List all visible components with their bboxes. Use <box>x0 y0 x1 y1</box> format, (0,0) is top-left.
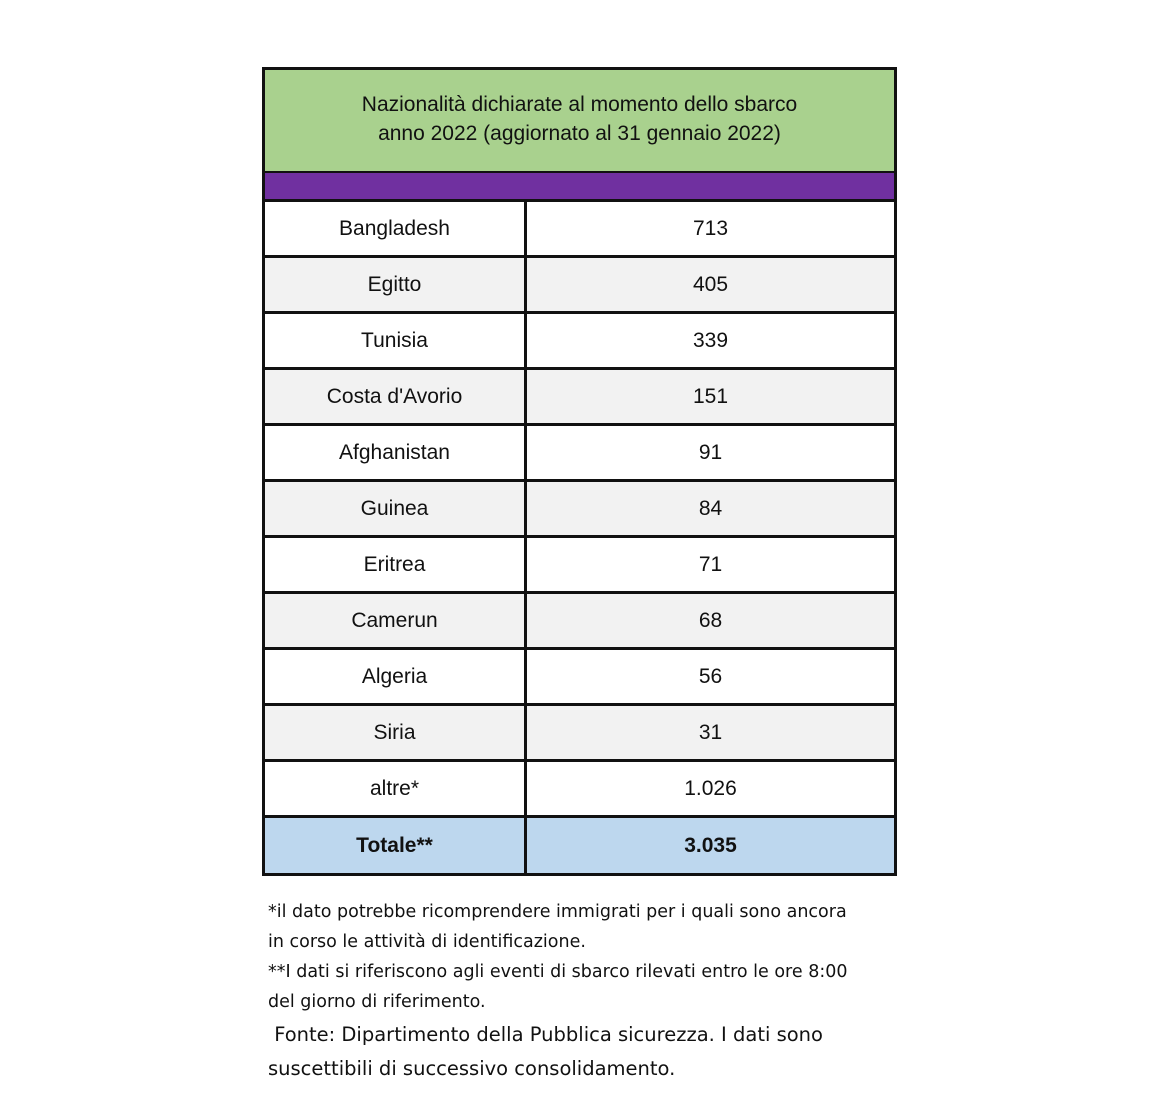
country-cell: Camerun <box>265 594 527 647</box>
value-cell: 71 <box>698 552 723 576</box>
table-row <box>265 650 894 706</box>
footnote-2-line2: del giorno di riferimento. <box>268 992 486 1012</box>
table-row <box>265 538 894 594</box>
value-cell: 1.026 <box>684 776 737 800</box>
value-cell: 713 <box>692 216 729 240</box>
footnote-1-line1: *il dato potrebbe ricomprendere immigrati per i quali sono ancora <box>268 902 847 922</box>
value-cell: 151 <box>692 384 729 408</box>
table-row <box>265 706 894 762</box>
country-cell: Siria <box>265 706 527 759</box>
total-label: Totale** <box>265 818 527 873</box>
country-cell: Tunisia <box>265 314 527 367</box>
country-cell: Algeria <box>265 650 527 703</box>
source-line1: Fonte: Dipartimento della Pubblica sicurezza. I dati sono <box>268 1023 823 1046</box>
table-row <box>265 594 894 650</box>
value-cell: 91 <box>698 440 723 464</box>
country-cell: Bangladesh <box>265 202 527 255</box>
header-divider-bar <box>265 171 894 202</box>
total-row <box>265 818 894 873</box>
source-line2: suscettibili di successivo consolidamento. <box>268 1057 676 1080</box>
country-cell: Egitto <box>265 258 527 311</box>
value-cell: 31 <box>698 720 723 744</box>
footnote-2-line1: **I dati si riferiscono agli eventi di sbarco rilevati entro le ore 8:00 <box>268 962 848 982</box>
country-cell: altre* <box>265 762 527 815</box>
value-cell: 68 <box>698 608 723 632</box>
table-row <box>265 202 894 258</box>
table-row <box>265 762 894 818</box>
table-title-line1: Nazionalità dichiarate al momento dello sbarco <box>361 92 798 116</box>
table-row <box>265 258 894 314</box>
total-value: 3.035 <box>684 833 737 857</box>
footnotes <box>268 897 908 1085</box>
value-cell: 339 <box>692 328 729 352</box>
table-title <box>265 70 894 171</box>
value-cell: 405 <box>692 272 729 296</box>
table-title-line2: anno 2022 (aggiornato al 31 gennaio 2022) <box>378 121 781 145</box>
country-cell: Costa d'Avorio <box>265 370 527 423</box>
table-row <box>265 426 894 482</box>
table-row <box>265 482 894 538</box>
footnote-1-line2: in corso le attività di identificazione. <box>268 932 586 952</box>
value-cell: 84 <box>698 496 723 520</box>
value-cell: 56 <box>698 664 723 688</box>
nationality-table <box>262 67 897 876</box>
table-row <box>265 370 894 426</box>
country-cell: Afghanistan <box>265 426 527 479</box>
table-row <box>265 314 894 370</box>
country-cell: Eritrea <box>265 538 527 591</box>
country-cell: Guinea <box>265 482 527 535</box>
